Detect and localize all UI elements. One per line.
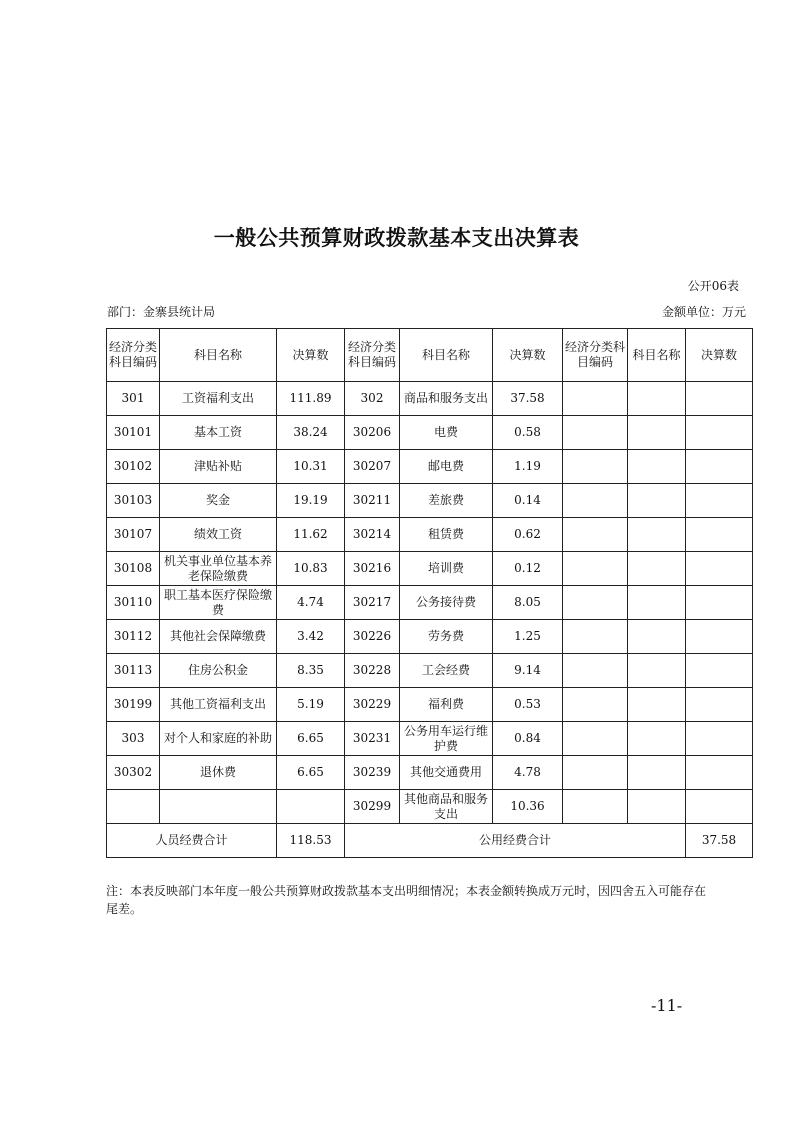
table-cell: 0.62 [493,518,563,552]
table-cell [563,450,628,484]
table-cell: 30113 [107,654,160,688]
table-cell [563,484,628,518]
table-cell: 30108 [107,552,160,586]
table-cell [107,790,160,824]
table-cell: 30229 [345,688,400,722]
table-cell: 8.35 [277,654,345,688]
table-row [107,654,753,688]
table-cell: 6.65 [277,722,345,756]
table-cell: 30302 [107,756,160,790]
table-cell [628,654,686,688]
table-cell [628,552,686,586]
table-cell [628,518,686,552]
table-row [107,552,753,586]
table-cell: 住房公积金 [160,654,277,688]
personnel-total-label: 人员经费合计 [107,824,277,858]
table-cell: 37.58 [493,382,563,416]
table-cell: 5.19 [277,688,345,722]
table-cell: 30226 [345,620,400,654]
header-cell: 科目名称 [160,329,277,382]
table-cell: 退休费 [160,756,277,790]
form-number: 公开06表 [687,279,739,293]
table-cell: 30112 [107,620,160,654]
header-cell: 决算数 [277,329,345,382]
table-cell [628,484,686,518]
table-cell: 其他工资福利支出 [160,688,277,722]
table-cell: 111.89 [277,382,345,416]
table-cell: 其他交通费用 [400,756,493,790]
table-cell: 差旅费 [400,484,493,518]
table-cell: 公务接待费 [400,586,493,620]
table-cell: 公务用车运行维护费 [400,722,493,756]
table-row [107,450,753,484]
table-cell: 38.24 [277,416,345,450]
header-cell: 决算数 [686,329,753,382]
table-row [107,722,753,756]
table-cell: 10.31 [277,450,345,484]
table-cell [628,586,686,620]
table-cell: 津贴补贴 [160,450,277,484]
table-cell [563,586,628,620]
table-row [107,790,753,824]
table-row [107,382,753,416]
header-cell: 科目名称 [628,329,686,382]
table-cell [628,450,686,484]
table-cell: 3.42 [277,620,345,654]
table-cell [563,688,628,722]
table-cell [686,756,753,790]
table-cell: 租赁费 [400,518,493,552]
table-cell [686,790,753,824]
table-cell: 30199 [107,688,160,722]
table-cell [686,552,753,586]
table-cell [563,552,628,586]
table-cell [686,688,753,722]
table-cell: 30239 [345,756,400,790]
totals-row [107,824,753,858]
table-cell [563,416,628,450]
table-cell: 30103 [107,484,160,518]
table-note: 注：本表反映部门本年度一般公共预算财政拨款基本支出明细情况；本表金额转换成万元时，因四舍五入可能存在尾差。 [106,884,707,916]
table-cell: 30110 [107,586,160,620]
table-cell: 基本工资 [160,416,277,450]
department-label: 部门：金寨县统计局 [107,305,216,319]
table-row [107,586,753,620]
table-cell [563,382,628,416]
table-cell [563,722,628,756]
table-cell: 9.14 [493,654,563,688]
table-cell: 0.58 [493,416,563,450]
table-cell: 0.14 [493,484,563,518]
table-cell [563,790,628,824]
table-cell: 其他商品和服务支出 [400,790,493,824]
table-cell [686,382,753,416]
table-cell [628,790,686,824]
table-cell: 4.78 [493,756,563,790]
table-cell [628,416,686,450]
table-cell [686,620,753,654]
table-cell: 邮电费 [400,450,493,484]
table-cell [686,722,753,756]
table-cell [628,688,686,722]
table-cell: 培训费 [400,552,493,586]
table-cell: 福利费 [400,688,493,722]
header-cell: 经济分类科目编码 [107,329,160,382]
table-cell [563,756,628,790]
table-cell: 30228 [345,654,400,688]
table-cell [686,450,753,484]
table-cell: 0.12 [493,552,563,586]
table-cell: 4.74 [277,586,345,620]
personnel-total-value: 118.53 [277,824,345,858]
table-cell: 奖金 [160,484,277,518]
table-cell: 0.84 [493,722,563,756]
table-cell [277,790,345,824]
page-number: -11- [651,996,683,1015]
table-cell [563,654,628,688]
amount-unit-label: 金额单位：万元 [661,305,746,319]
table-cell: 301 [107,382,160,416]
table-cell [160,790,277,824]
table-cell: 30207 [345,450,400,484]
table-cell: 工会经费 [400,654,493,688]
table-cell: 30217 [345,586,400,620]
table-cell: 职工基本医疗保险缴费 [160,586,277,620]
expenditure-table [106,328,753,858]
table-cell: 303 [107,722,160,756]
table-cell [686,518,753,552]
table-cell: 0.53 [493,688,563,722]
table-cell [628,620,686,654]
table-cell: 19.19 [277,484,345,518]
table-row [107,756,753,790]
table-cell [686,416,753,450]
table-cell: 30211 [345,484,400,518]
table-row [107,620,753,654]
table-row [107,484,753,518]
table-cell [563,620,628,654]
table-cell: 30102 [107,450,160,484]
table-cell [628,756,686,790]
table-cell: 6.65 [277,756,345,790]
public-total-value: 37.58 [686,824,753,858]
table-cell: 30107 [107,518,160,552]
table-cell: 工资福利支出 [160,382,277,416]
table-cell: 30216 [345,552,400,586]
table-cell: 机关事业单位基本养老保险缴费 [160,552,277,586]
table-row [107,518,753,552]
table-cell: 8.05 [493,586,563,620]
header-cell: 科目名称 [400,329,493,382]
table-row [107,416,753,450]
header-cell: 经济分类科目编码 [563,329,628,382]
table-cell [686,484,753,518]
table-cell [686,654,753,688]
table-cell [563,518,628,552]
table-cell: 1.25 [493,620,563,654]
table-cell: 30231 [345,722,400,756]
table-cell: 劳务费 [400,620,493,654]
table-cell: 30101 [107,416,160,450]
table-cell: 对个人和家庭的补助 [160,722,277,756]
table-cell: 10.83 [277,552,345,586]
table-cell: 30299 [345,790,400,824]
table-row [107,688,753,722]
table-cell: 商品和服务支出 [400,382,493,416]
table-cell: 10.36 [493,790,563,824]
table-cell: 其他社会保障缴费 [160,620,277,654]
table-cell: 30214 [345,518,400,552]
table-cell [686,586,753,620]
table-cell: 30206 [345,416,400,450]
table-header-row [107,329,753,382]
header-cell: 决算数 [493,329,563,382]
public-total-label: 公用经费合计 [345,824,686,858]
table-cell: 绩效工资 [160,518,277,552]
table-cell [628,382,686,416]
page-title: 一般公共预算财政拨款基本支出决算表 [213,226,580,250]
table-cell [628,722,686,756]
table-cell: 1.19 [493,450,563,484]
table-cell: 11.62 [277,518,345,552]
table-cell: 电费 [400,416,493,450]
header-cell: 经济分类科目编码 [345,329,400,382]
table-cell: 302 [345,382,400,416]
